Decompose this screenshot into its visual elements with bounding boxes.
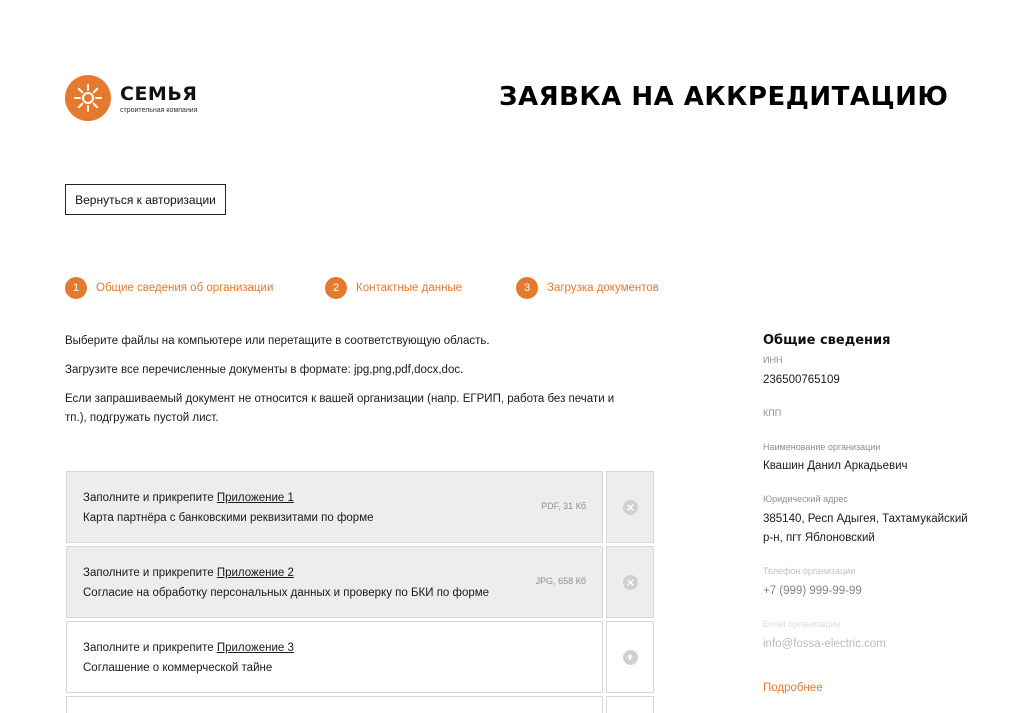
email-label: Email организации xyxy=(763,619,841,629)
document-description: Карта партнёра с банковскими реквизитами по форме xyxy=(83,512,374,524)
step-label: Общие сведения об организации xyxy=(96,282,274,294)
address-line-1: 385140, Респ Адыгея, Тахтамукайский xyxy=(763,513,968,525)
step-general-info[interactable] xyxy=(65,277,273,299)
document-prefix: Заполните и прикрепите xyxy=(83,567,214,579)
document-row xyxy=(66,471,654,543)
page-title: ЗАЯВКА НА АККРЕДИТАЦИЮ xyxy=(499,82,949,112)
back-to-auth-button[interactable]: Вернуться к авторизации xyxy=(65,184,226,215)
upload-file-button[interactable] xyxy=(606,621,654,693)
upload-icon xyxy=(623,650,638,665)
step-label: Контактные данные xyxy=(356,282,463,294)
document-dropzone[interactable] xyxy=(66,471,603,543)
kpp-label: КПП xyxy=(763,408,782,418)
org-name-label: Наименование организации xyxy=(763,442,881,452)
document-row xyxy=(66,696,654,713)
inn-value: 236500765109 xyxy=(763,374,840,386)
summary-panel xyxy=(763,332,993,694)
phone-label: Телефон организации xyxy=(763,566,856,576)
document-dropzone[interactable] xyxy=(66,696,603,713)
more-details-link[interactable]: Подробнее xyxy=(763,682,823,694)
step-number: 3 xyxy=(516,277,538,299)
step-contacts[interactable] xyxy=(325,277,462,299)
document-template-link[interactable]: Приложение 3 xyxy=(216,642,294,654)
instruction-text: Выберите файлы на компьютере или перетащите в соответствующую область. xyxy=(65,335,490,347)
document-template-link[interactable]: Приложение 1 xyxy=(216,492,294,504)
document-prefix: Заполните и прикрепите xyxy=(83,642,214,654)
sun-icon xyxy=(65,75,111,121)
document-prefix: Заполните и прикрепите xyxy=(83,492,214,504)
instructions xyxy=(65,332,625,438)
company-logo[interactable] xyxy=(65,75,198,121)
step-number: 1 xyxy=(65,277,87,299)
instruction-text: Загрузите все перечисленные документы в формате: jpg,png,pdf,docx,doc. xyxy=(65,364,464,376)
logo-name: СЕМЬЯ xyxy=(120,82,198,105)
document-description: Согласие на обработку персональных данных и проверку по БКИ по форме xyxy=(83,587,490,599)
summary-title: Общие сведения xyxy=(763,333,891,348)
logo-subtitle: строительная компания xyxy=(120,106,198,114)
remove-file-button[interactable] xyxy=(606,546,654,618)
steps-navigation xyxy=(0,277,1024,299)
org-name-value: Квашин Данил Аркадьевич xyxy=(763,460,908,472)
document-row xyxy=(66,621,654,693)
document-list xyxy=(66,471,654,713)
remove-icon xyxy=(623,500,638,515)
file-info: PDF, 31 Кб xyxy=(541,501,586,511)
step-label: Загрузка документов xyxy=(547,282,659,294)
document-template-link[interactable]: Приложение 2 xyxy=(216,567,294,579)
document-dropzone[interactable] xyxy=(66,621,603,693)
email-value: info@fossa-electric.com xyxy=(763,638,886,650)
file-info: JPG, 658 Кб xyxy=(535,576,586,586)
phone-value: +7 (999) 999-99-99 xyxy=(763,585,862,597)
remove-icon xyxy=(623,575,638,590)
remove-file-button[interactable] xyxy=(606,471,654,543)
document-row xyxy=(66,546,654,618)
step-number: 2 xyxy=(325,277,347,299)
step-documents[interactable] xyxy=(516,277,659,299)
address-label: Юридический адрес xyxy=(763,494,848,504)
instruction-text: Если запрашиваемый документ не относится к вашей организации (напр. ЕГРИП, работа без печати и тп.), подгружать пустой лист. xyxy=(65,393,615,424)
upload-file-button[interactable] xyxy=(606,696,654,713)
document-dropzone[interactable] xyxy=(66,546,603,618)
inn-label: ИНН xyxy=(763,355,783,365)
address-line-2: р-н, пгт Яблоновский xyxy=(763,532,875,544)
document-description: Соглашение о коммерческой тайне xyxy=(83,662,273,674)
